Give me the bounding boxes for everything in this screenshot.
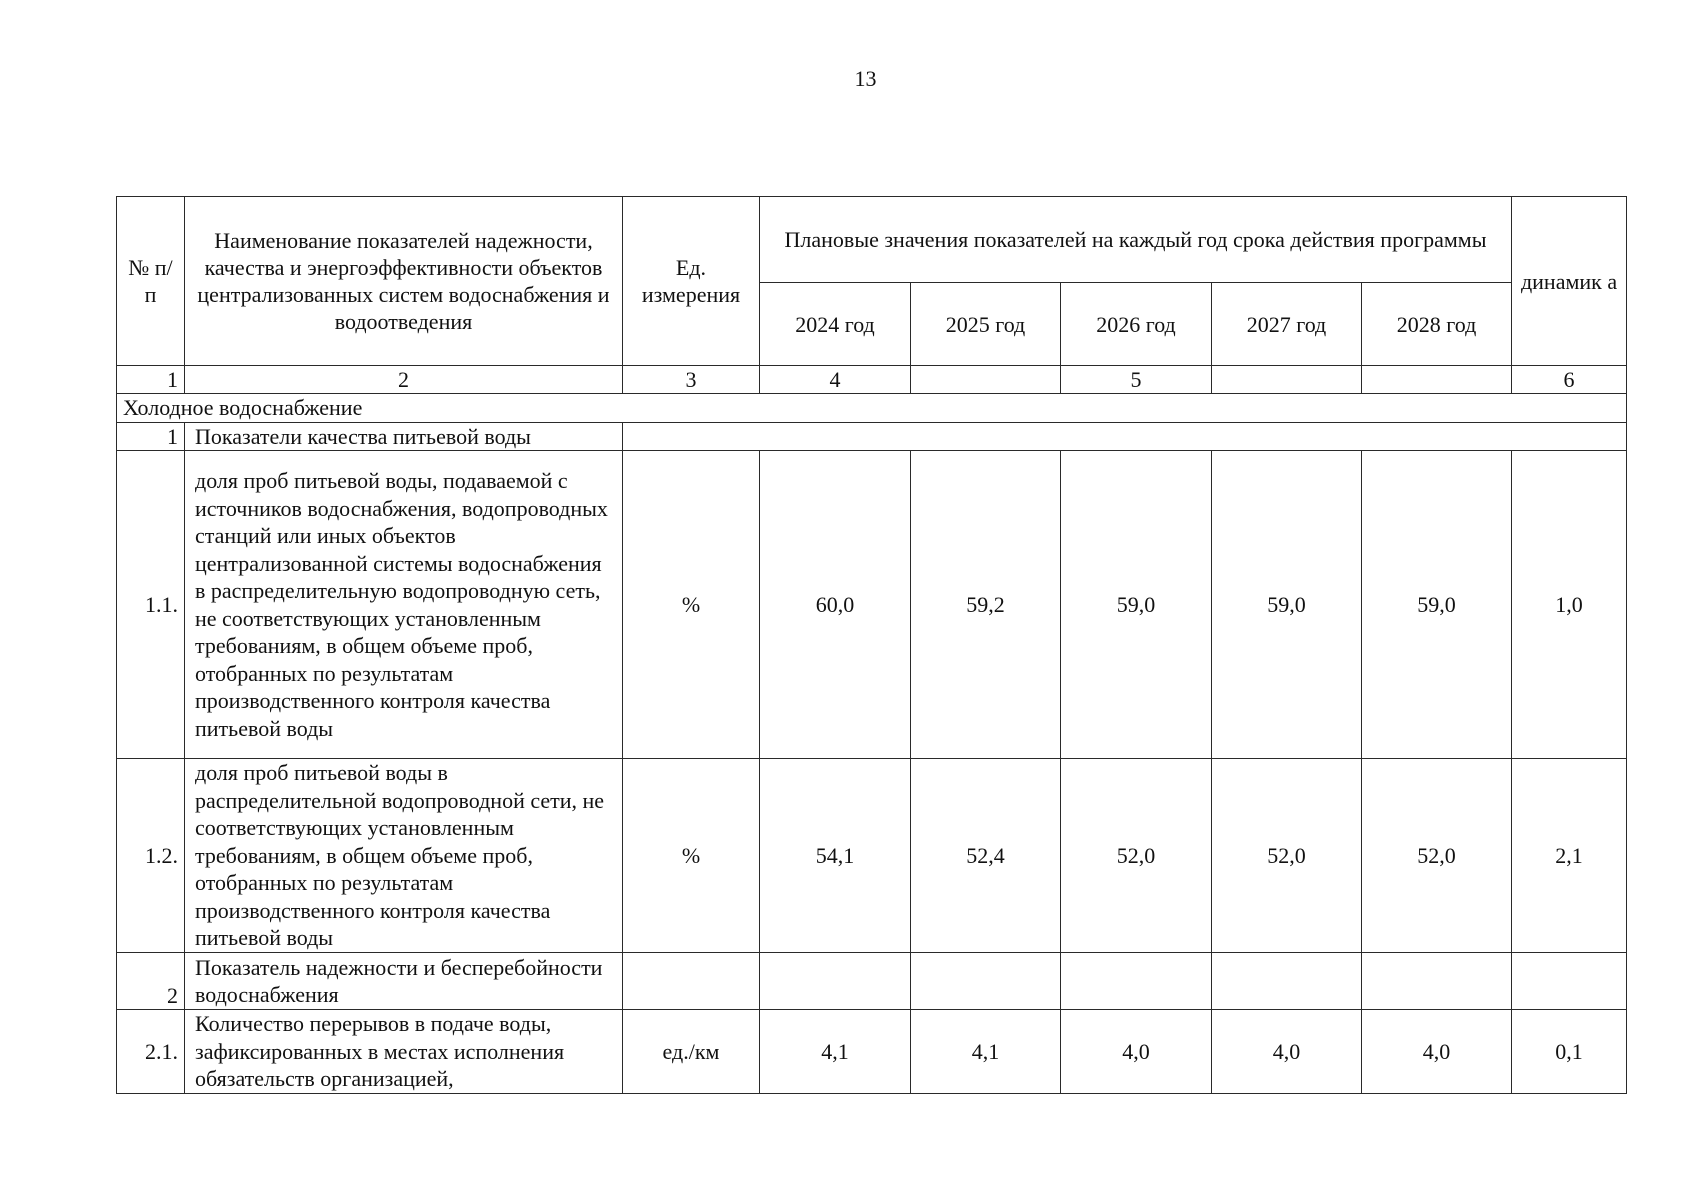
row-value: 52,0 xyxy=(1362,759,1512,953)
row-dynamics: 0,1 xyxy=(1512,1010,1627,1094)
empty-cell xyxy=(1212,953,1362,1010)
section-title: Холодное водоснабжение xyxy=(117,394,1627,423)
row-value: 59,0 xyxy=(1362,451,1512,759)
header-year: 2027 год xyxy=(1212,283,1362,366)
section-row xyxy=(117,394,1627,423)
column-number xyxy=(1212,366,1362,394)
group-row xyxy=(117,422,1627,451)
row-number: 1.2. xyxy=(117,759,185,953)
row-unit: % xyxy=(623,451,760,759)
table-row xyxy=(117,1010,1627,1094)
header-plan: Плановые значения показателей на каждый год срока действия программы xyxy=(760,197,1512,283)
row-value: 59,0 xyxy=(1061,451,1212,759)
empty-cell xyxy=(1061,953,1212,1010)
header-year: 2025 год xyxy=(911,283,1061,366)
group-title: Показатели качества питьевой воды xyxy=(185,422,623,451)
column-number: 5 xyxy=(1061,366,1212,394)
row-value: 4,1 xyxy=(911,1010,1061,1094)
column-number xyxy=(1362,366,1512,394)
empty-cell xyxy=(911,953,1061,1010)
column-number: 6 xyxy=(1512,366,1627,394)
row-value: 4,0 xyxy=(1212,1010,1362,1094)
row-value: 4,0 xyxy=(1362,1010,1512,1094)
row-unit: % xyxy=(623,759,760,953)
row-dynamics: 2,1 xyxy=(1512,759,1627,953)
table-row xyxy=(117,759,1627,953)
row-name: Количество перерывов в подаче воды, зафиксированных в местах исполнения обязательств организацией, xyxy=(185,1010,623,1094)
empty-cell xyxy=(623,953,760,1010)
row-value: 59,0 xyxy=(1212,451,1362,759)
column-number: 1 xyxy=(117,366,185,394)
row-dynamics: 1,0 xyxy=(1512,451,1627,759)
header-name: Наименование показателей надежности, качества и энергоэффективности объектов централизованных систем водоснабжения и водоотведения xyxy=(185,197,623,366)
header-no: № п/п xyxy=(117,197,185,366)
header-row-1 xyxy=(117,197,1627,283)
group-empty xyxy=(623,422,1627,451)
row-name: доля проб питьевой воды, подаваемой с источников водоснабжения, водопроводных станций или иных объектов централизованной системы водоснабжения в распределительную водопроводную сеть, не соответствующих установленным требованиям, в общем объеме проб, отобранных по результатам производственного контроля качества питьевой воды xyxy=(185,451,623,759)
row-value: 52,0 xyxy=(1061,759,1212,953)
row-value: 52,0 xyxy=(1212,759,1362,953)
empty-cell xyxy=(1362,953,1512,1010)
group-number: 2 xyxy=(117,953,185,1010)
row-number: 2.1. xyxy=(117,1010,185,1094)
column-number: 4 xyxy=(760,366,911,394)
column-numbers-row xyxy=(117,366,1627,394)
column-number: 3 xyxy=(623,366,760,394)
header-year: 2026 год xyxy=(1061,283,1212,366)
row-value: 59,2 xyxy=(911,451,1061,759)
header-unit: Ед. измерения xyxy=(623,197,760,366)
column-number: 2 xyxy=(185,366,623,394)
indicators-table xyxy=(116,196,1627,1094)
empty-cell xyxy=(1512,953,1627,1010)
page-number: 13 xyxy=(854,66,877,91)
column-number xyxy=(911,366,1061,394)
row-value: 52,4 xyxy=(911,759,1061,953)
row-name: доля проб питьевой воды в распределительной водопроводной сети, не соответствующих установленным требованиям, в общем объеме проб, отобранных по результатам производственного контроля качества питьевой воды xyxy=(185,759,623,953)
header-year: 2028 год xyxy=(1362,283,1512,366)
empty-cell xyxy=(760,953,911,1010)
table-row xyxy=(117,451,1627,759)
row-value: 60,0 xyxy=(760,451,911,759)
group-row xyxy=(117,953,1627,1010)
header-year: 2024 год xyxy=(760,283,911,366)
header-dynamics: динамик а xyxy=(1512,197,1627,366)
group-number: 1 xyxy=(117,422,185,451)
row-value: 54,1 xyxy=(760,759,911,953)
row-value: 4,1 xyxy=(760,1010,911,1094)
row-value: 4,0 xyxy=(1061,1010,1212,1094)
row-unit: ед./км xyxy=(623,1010,760,1094)
row-number: 1.1. xyxy=(117,451,185,759)
group-title: Показатель надежности и бесперебойности водоснабжения xyxy=(185,953,623,1010)
